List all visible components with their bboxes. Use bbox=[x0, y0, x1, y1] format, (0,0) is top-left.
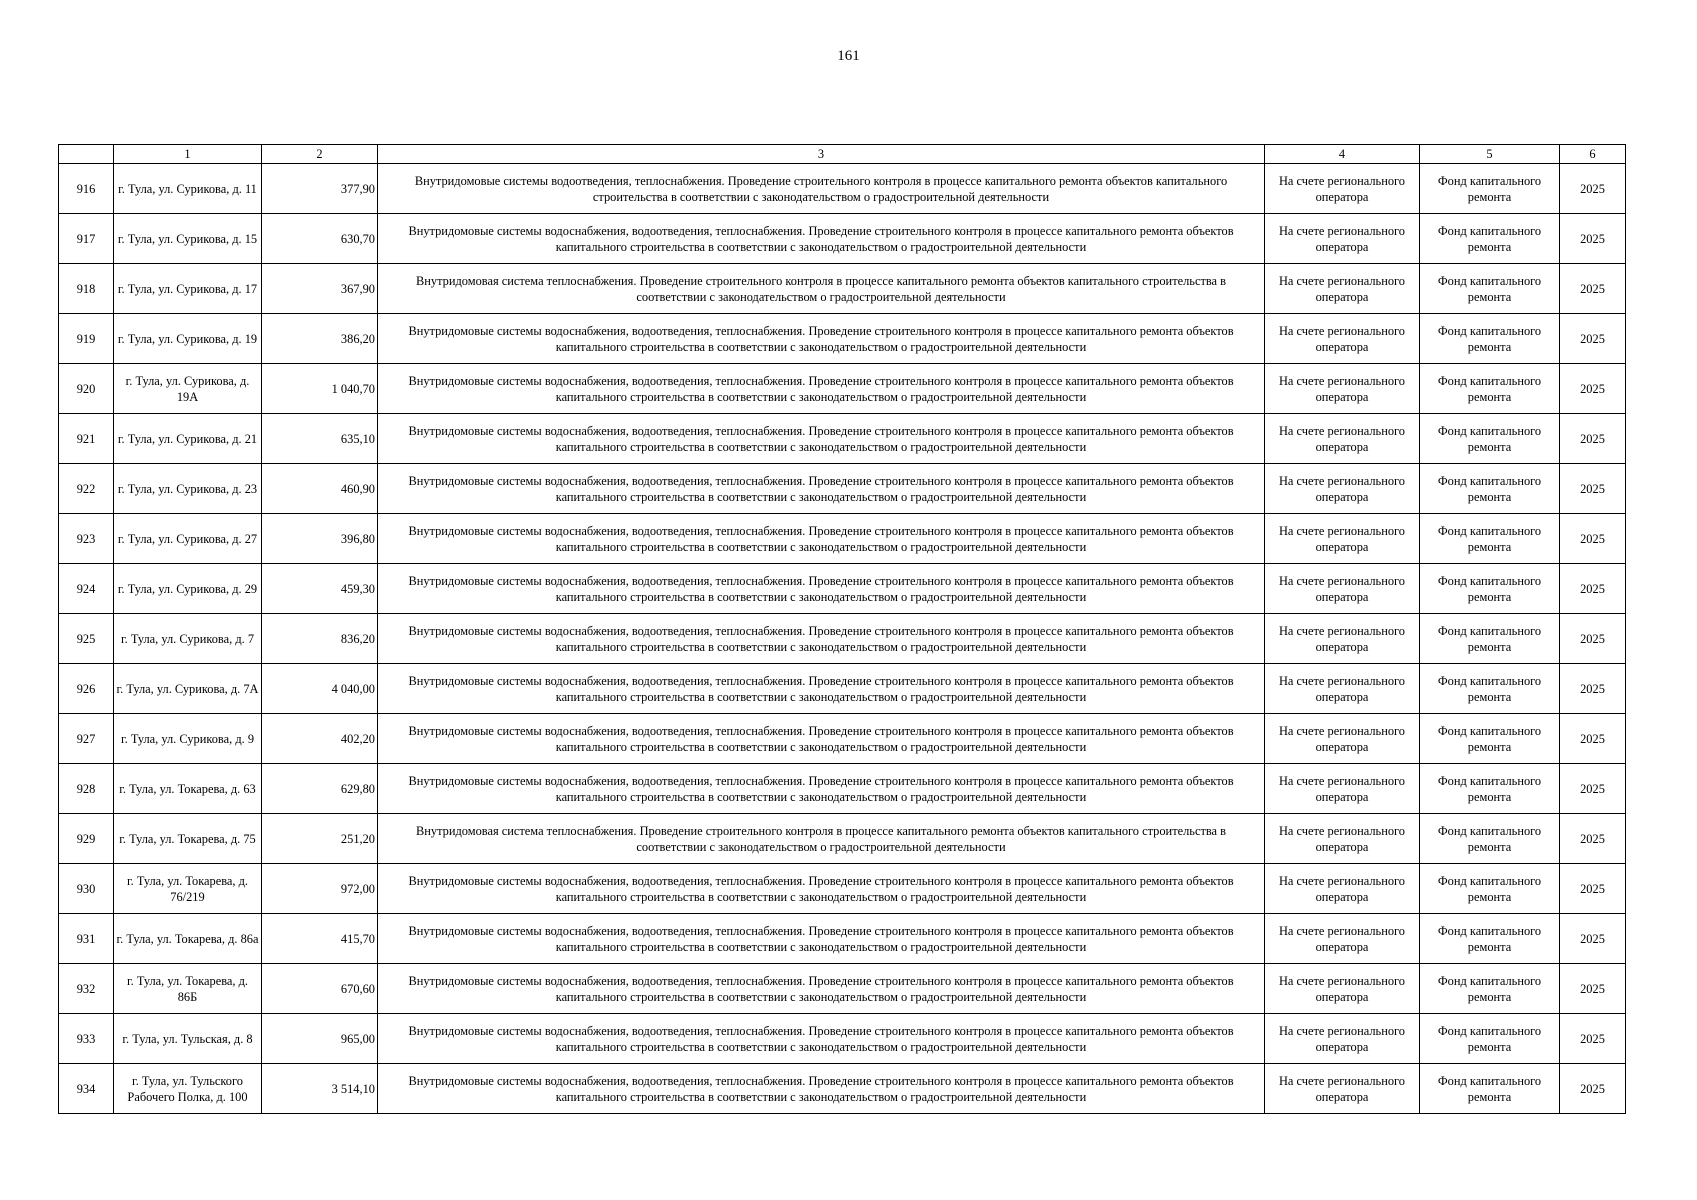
work-description-cell: Внутридомовые системы водоснабжения, водоотведения, теплоснабжения. Проведение строительного контроля в процессе капитального ремонта объектов капитального строительства в соответствии с законодательством о градостроительной деятельности bbox=[378, 1014, 1265, 1064]
year-cell: 2025 bbox=[1560, 164, 1626, 214]
funding-source-cell: Фонд капитального ремонта bbox=[1420, 964, 1560, 1014]
address-cell: г. Тула, ул. Сурикова, д. 11 bbox=[114, 164, 262, 214]
area-cell: 3 514,10 bbox=[262, 1064, 378, 1114]
row-number: 929 bbox=[59, 814, 114, 864]
address-cell: г. Тула, ул. Токарева, д. 86Б bbox=[114, 964, 262, 1014]
table-row bbox=[59, 964, 1626, 1014]
table-row bbox=[59, 214, 1626, 264]
table-row bbox=[59, 514, 1626, 564]
funding-source-cell: Фонд капитального ремонта bbox=[1420, 914, 1560, 964]
area-cell: 629,80 bbox=[262, 764, 378, 814]
funding-source-cell: Фонд капитального ремонта bbox=[1420, 864, 1560, 914]
address-cell: г. Тула, ул. Сурикова, д. 21 bbox=[114, 414, 262, 464]
area-cell: 4 040,00 bbox=[262, 664, 378, 714]
year-cell: 2025 bbox=[1560, 714, 1626, 764]
table-row bbox=[59, 164, 1626, 214]
work-description-cell: Внутридомовые системы водоснабжения, водоотведения, теплоснабжения. Проведение строительного контроля в процессе капитального ремонта объектов капитального строительства в соответствии с законодательством о градостроительной деятельности bbox=[378, 614, 1265, 664]
work-description-cell: Внутридомовые системы водоснабжения, водоотведения, теплоснабжения. Проведение строительного контроля в процессе капитального ремонта объектов капитального строительства в соответствии с законодательством о градостроительной деятельности bbox=[378, 464, 1265, 514]
area-cell: 386,20 bbox=[262, 314, 378, 364]
year-cell: 2025 bbox=[1560, 314, 1626, 364]
table-row bbox=[59, 1014, 1626, 1064]
row-number: 931 bbox=[59, 914, 114, 964]
row-number: 920 bbox=[59, 364, 114, 414]
work-description-cell: Внутридомовая система теплоснабжения. Проведение строительного контроля в процессе капитального ремонта объектов капитального строительства в соответствии с законодательством о градостроительной деятельности bbox=[378, 814, 1265, 864]
area-cell: 670,60 bbox=[262, 964, 378, 1014]
funding-source-cell: Фонд капитального ремонта bbox=[1420, 414, 1560, 464]
funding-source-cell: Фонд капитального ремонта bbox=[1420, 1064, 1560, 1114]
year-cell: 2025 bbox=[1560, 764, 1626, 814]
account-method-cell: На счете регионального оператора bbox=[1265, 964, 1420, 1014]
header-cell-1: 1 bbox=[114, 145, 262, 164]
table-row bbox=[59, 414, 1626, 464]
row-number: 932 bbox=[59, 964, 114, 1014]
year-cell: 2025 bbox=[1560, 364, 1626, 414]
year-cell: 2025 bbox=[1560, 414, 1626, 464]
row-number: 925 bbox=[59, 614, 114, 664]
account-method-cell: На счете регионального оператора bbox=[1265, 664, 1420, 714]
header-cell-4: 4 bbox=[1265, 145, 1420, 164]
table-row bbox=[59, 614, 1626, 664]
year-cell: 2025 bbox=[1560, 214, 1626, 264]
work-description-cell: Внутридомовые системы водоснабжения, водоотведения, теплоснабжения. Проведение строительного контроля в процессе капитального ремонта объектов капитального строительства в соответствии с законодательством о градостроительной деятельности bbox=[378, 664, 1265, 714]
account-method-cell: На счете регионального оператора bbox=[1265, 364, 1420, 414]
year-cell: 2025 bbox=[1560, 814, 1626, 864]
header-row bbox=[59, 145, 1626, 164]
table-row bbox=[59, 664, 1626, 714]
address-cell: г. Тула, ул. Сурикова, д. 9 bbox=[114, 714, 262, 764]
work-description-cell: Внутридомовые системы водоотведения, теплоснабжения. Проведение строительного контроля в процессе капитального ремонта объектов капитального строительства в соответствии с законодательством о градостроительной деятельности bbox=[378, 164, 1265, 214]
year-cell: 2025 bbox=[1560, 1014, 1626, 1064]
work-description-cell: Внутридомовые системы водоснабжения, водоотведения, теплоснабжения. Проведение строительного контроля в процессе капитального ремонта объектов капитального строительства в соответствии с законодательством о градостроительной деятельности bbox=[378, 1064, 1265, 1114]
work-description-cell: Внутридомовые системы водоснабжения, водоотведения, теплоснабжения. Проведение строительного контроля в процессе капитального ремонта объектов капитального строительства в соответствии с законодательством о градостроительной деятельности bbox=[378, 714, 1265, 764]
account-method-cell: На счете регионального оператора bbox=[1265, 814, 1420, 864]
row-number: 918 bbox=[59, 264, 114, 314]
funding-source-cell: Фонд капитального ремонта bbox=[1420, 264, 1560, 314]
work-description-cell: Внутридомовая система теплоснабжения. Проведение строительного контроля в процессе капитального ремонта объектов капитального строительства в соответствии с законодательством о градостроительной деятельности bbox=[378, 264, 1265, 314]
row-number: 927 bbox=[59, 714, 114, 764]
address-cell: г. Тула, ул. Сурикова, д. 29 bbox=[114, 564, 262, 614]
table-row bbox=[59, 714, 1626, 764]
funding-source-cell: Фонд капитального ремонта bbox=[1420, 764, 1560, 814]
area-cell: 635,10 bbox=[262, 414, 378, 464]
work-description-cell: Внутридомовые системы водоснабжения, водоотведения, теплоснабжения. Проведение строительного контроля в процессе капитального ремонта объектов капитального строительства в соответствии с законодательством о градостроительной деятельности bbox=[378, 964, 1265, 1014]
row-number: 921 bbox=[59, 414, 114, 464]
header-cell-5: 5 bbox=[1420, 145, 1560, 164]
funding-source-cell: Фонд капитального ремонта bbox=[1420, 714, 1560, 764]
table-row bbox=[59, 264, 1626, 314]
year-cell: 2025 bbox=[1560, 864, 1626, 914]
address-cell: г. Тула, ул. Сурикова, д. 7А bbox=[114, 664, 262, 714]
work-description-cell: Внутридомовые системы водоснабжения, водоотведения, теплоснабжения. Проведение строительного контроля в процессе капитального ремонта объектов капитального строительства в соответствии с законодательством о градостроительной деятельности bbox=[378, 314, 1265, 364]
account-method-cell: На счете регионального оператора bbox=[1265, 1064, 1420, 1114]
account-method-cell: На счете регионального оператора bbox=[1265, 864, 1420, 914]
year-cell: 2025 bbox=[1560, 664, 1626, 714]
header-cell-3: 3 bbox=[378, 145, 1265, 164]
funding-source-cell: Фонд капитального ремонта bbox=[1420, 664, 1560, 714]
table-row bbox=[59, 814, 1626, 864]
year-cell: 2025 bbox=[1560, 1064, 1626, 1114]
area-cell: 1 040,70 bbox=[262, 364, 378, 414]
address-cell: г. Тула, ул. Сурикова, д. 17 bbox=[114, 264, 262, 314]
area-cell: 965,00 bbox=[262, 1014, 378, 1064]
area-cell: 402,20 bbox=[262, 714, 378, 764]
row-number: 933 bbox=[59, 1014, 114, 1064]
address-cell: г. Тула, ул. Токарева, д. 76/219 bbox=[114, 864, 262, 914]
year-cell: 2025 bbox=[1560, 964, 1626, 1014]
account-method-cell: На счете регионального оператора bbox=[1265, 914, 1420, 964]
address-cell: г. Тула, ул. Тульского Рабочего Полка, д. 100 bbox=[114, 1064, 262, 1114]
account-method-cell: На счете регионального оператора bbox=[1265, 1014, 1420, 1064]
capital-repair-table bbox=[58, 144, 1626, 1114]
address-cell: г. Тула, ул. Токарева, д. 86а bbox=[114, 914, 262, 964]
funding-source-cell: Фонд капитального ремонта bbox=[1420, 814, 1560, 864]
header-cell-6: 6 bbox=[1560, 145, 1626, 164]
funding-source-cell: Фонд капитального ремонта bbox=[1420, 614, 1560, 664]
funding-source-cell: Фонд капитального ремонта bbox=[1420, 514, 1560, 564]
row-number: 930 bbox=[59, 864, 114, 914]
area-cell: 367,90 bbox=[262, 264, 378, 314]
row-number: 928 bbox=[59, 764, 114, 814]
area-cell: 460,90 bbox=[262, 464, 378, 514]
address-cell: г. Тула, ул. Сурикова, д. 7 bbox=[114, 614, 262, 664]
row-number: 919 bbox=[59, 314, 114, 364]
work-description-cell: Внутридомовые системы водоснабжения, водоотведения, теплоснабжения. Проведение строительного контроля в процессе капитального ремонта объектов капитального строительства в соответствии с законодательством о градостроительной деятельности bbox=[378, 914, 1265, 964]
account-method-cell: На счете регионального оператора bbox=[1265, 764, 1420, 814]
address-cell: г. Тула, ул. Токарева, д. 63 bbox=[114, 764, 262, 814]
address-cell: г. Тула, ул. Сурикова, д. 19 bbox=[114, 314, 262, 364]
work-description-cell: Внутридомовые системы водоснабжения, водоотведения, теплоснабжения. Проведение строительного контроля в процессе капитального ремонта объектов капитального строительства в соответствии с законодательством о градостроительной деятельности bbox=[378, 414, 1265, 464]
address-cell: г. Тула, ул. Сурикова, д. 19А bbox=[114, 364, 262, 414]
table-row bbox=[59, 914, 1626, 964]
table-row bbox=[59, 464, 1626, 514]
funding-source-cell: Фонд капитального ремонта bbox=[1420, 364, 1560, 414]
row-number: 926 bbox=[59, 664, 114, 714]
header-cell-2: 2 bbox=[262, 145, 378, 164]
work-description-cell: Внутридомовые системы водоснабжения, водоотведения, теплоснабжения. Проведение строительного контроля в процессе капитального ремонта объектов капитального строительства в соответствии с законодательством о градостроительной деятельности bbox=[378, 564, 1265, 614]
account-method-cell: На счете регионального оператора bbox=[1265, 614, 1420, 664]
area-cell: 630,70 bbox=[262, 214, 378, 264]
table-row bbox=[59, 764, 1626, 814]
table-row bbox=[59, 1064, 1626, 1114]
account-method-cell: На счете регионального оператора bbox=[1265, 414, 1420, 464]
area-cell: 396,80 bbox=[262, 514, 378, 564]
funding-source-cell: Фонд капитального ремонта bbox=[1420, 564, 1560, 614]
row-number: 923 bbox=[59, 514, 114, 564]
year-cell: 2025 bbox=[1560, 514, 1626, 564]
table-row bbox=[59, 364, 1626, 414]
work-description-cell: Внутридомовые системы водоснабжения, водоотведения, теплоснабжения. Проведение строительного контроля в процессе капитального ремонта объектов капитального строительства в соответствии с законодательством о градостроительной деятельности bbox=[378, 214, 1265, 264]
year-cell: 2025 bbox=[1560, 614, 1626, 664]
address-cell: г. Тула, ул. Сурикова, д. 27 bbox=[114, 514, 262, 564]
work-description-cell: Внутридомовые системы водоснабжения, водоотведения, теплоснабжения. Проведение строительного контроля в процессе капитального ремонта объектов капитального строительства в соответствии с законодательством о градостроительной деятельности bbox=[378, 514, 1265, 564]
year-cell: 2025 bbox=[1560, 914, 1626, 964]
account-method-cell: На счете регионального оператора bbox=[1265, 714, 1420, 764]
header-cell-number bbox=[59, 145, 114, 164]
row-number: 916 bbox=[59, 164, 114, 214]
address-cell: г. Тула, ул. Сурикова, д. 15 bbox=[114, 214, 262, 264]
area-cell: 972,00 bbox=[262, 864, 378, 914]
table-row bbox=[59, 564, 1626, 614]
work-description-cell: Внутридомовые системы водоснабжения, водоотведения, теплоснабжения. Проведение строительного контроля в процессе капитального ремонта объектов капитального строительства в соответствии с законодательством о градостроительной деятельности bbox=[378, 364, 1265, 414]
page-number: 161 bbox=[837, 48, 860, 64]
account-method-cell: На счете регионального оператора bbox=[1265, 464, 1420, 514]
funding-source-cell: Фонд капитального ремонта bbox=[1420, 314, 1560, 364]
row-number: 924 bbox=[59, 564, 114, 614]
area-cell: 251,20 bbox=[262, 814, 378, 864]
account-method-cell: На счете регионального оператора bbox=[1265, 314, 1420, 364]
area-cell: 377,90 bbox=[262, 164, 378, 214]
table-row bbox=[59, 864, 1626, 914]
area-cell: 415,70 bbox=[262, 914, 378, 964]
address-cell: г. Тула, ул. Тульская, д. 8 bbox=[114, 1014, 262, 1064]
address-cell: г. Тула, ул. Токарева, д. 75 bbox=[114, 814, 262, 864]
funding-source-cell: Фонд капитального ремонта bbox=[1420, 464, 1560, 514]
account-method-cell: На счете регионального оператора bbox=[1265, 514, 1420, 564]
area-cell: 459,30 bbox=[262, 564, 378, 614]
row-number: 934 bbox=[59, 1064, 114, 1114]
table-row bbox=[59, 314, 1626, 364]
year-cell: 2025 bbox=[1560, 464, 1626, 514]
funding-source-cell: Фонд капитального ремонта bbox=[1420, 214, 1560, 264]
year-cell: 2025 bbox=[1560, 264, 1626, 314]
row-number: 922 bbox=[59, 464, 114, 514]
year-cell: 2025 bbox=[1560, 564, 1626, 614]
account-method-cell: На счете регионального оператора bbox=[1265, 214, 1420, 264]
work-description-cell: Внутридомовые системы водоснабжения, водоотведения, теплоснабжения. Проведение строительного контроля в процессе капитального ремонта объектов капитального строительства в соответствии с законодательством о градостроительной деятельности bbox=[378, 864, 1265, 914]
funding-source-cell: Фонд капитального ремонта bbox=[1420, 1014, 1560, 1064]
account-method-cell: На счете регионального оператора bbox=[1265, 564, 1420, 614]
row-number: 917 bbox=[59, 214, 114, 264]
funding-source-cell: Фонд капитального ремонта bbox=[1420, 164, 1560, 214]
area-cell: 836,20 bbox=[262, 614, 378, 664]
table-body bbox=[59, 164, 1626, 1114]
account-method-cell: На счете регионального оператора bbox=[1265, 264, 1420, 314]
address-cell: г. Тула, ул. Сурикова, д. 23 bbox=[114, 464, 262, 514]
account-method-cell: На счете регионального оператора bbox=[1265, 164, 1420, 214]
work-description-cell: Внутридомовые системы водоснабжения, водоотведения, теплоснабжения. Проведение строительного контроля в процессе капитального ремонта объектов капитального строительства в соответствии с законодательством о градостроительной деятельности bbox=[378, 764, 1265, 814]
